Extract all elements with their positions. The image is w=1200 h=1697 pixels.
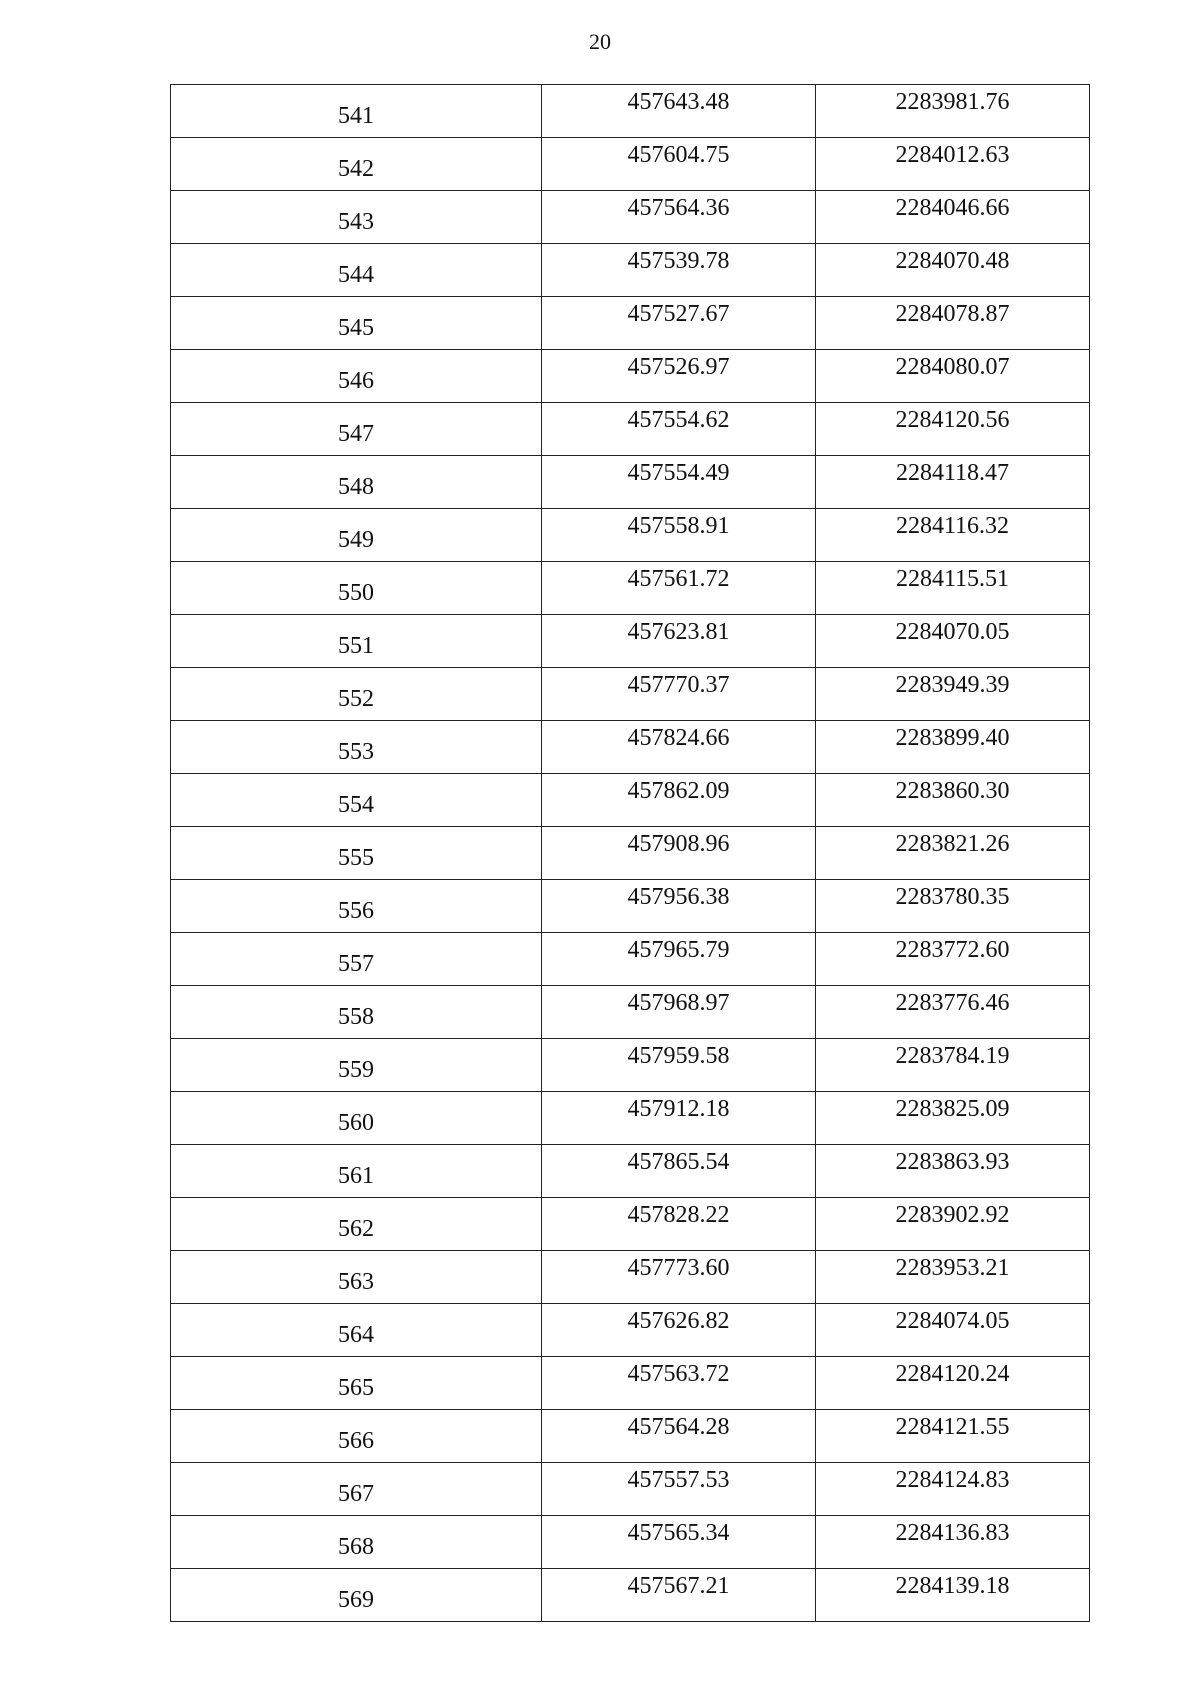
point-number-cell: 549 bbox=[171, 509, 542, 562]
x-coordinate-cell: 457565.34 bbox=[542, 1516, 816, 1569]
point-number-cell: 557 bbox=[171, 933, 542, 986]
y-coordinate-cell: 2284139.18 bbox=[816, 1569, 1090, 1622]
point-number-cell: 548 bbox=[171, 456, 542, 509]
point-number-cell: 564 bbox=[171, 1304, 542, 1357]
point-number-cell: 568 bbox=[171, 1516, 542, 1569]
table-row bbox=[171, 1198, 1090, 1251]
table-row bbox=[171, 509, 1090, 562]
table-row bbox=[171, 1410, 1090, 1463]
x-coordinate-cell: 457567.21 bbox=[542, 1569, 816, 1622]
x-coordinate-cell: 457773.60 bbox=[542, 1251, 816, 1304]
y-coordinate-cell: 2283899.40 bbox=[816, 721, 1090, 774]
point-number-cell: 552 bbox=[171, 668, 542, 721]
x-coordinate-cell: 457965.79 bbox=[542, 933, 816, 986]
x-coordinate-cell: 457824.66 bbox=[542, 721, 816, 774]
table-row bbox=[171, 191, 1090, 244]
y-coordinate-cell: 2284118.47 bbox=[816, 456, 1090, 509]
table-row bbox=[171, 1569, 1090, 1622]
coordinates-table-body bbox=[171, 85, 1090, 1622]
point-number-cell: 567 bbox=[171, 1463, 542, 1516]
table-row bbox=[171, 1251, 1090, 1304]
y-coordinate-cell: 2284078.87 bbox=[816, 297, 1090, 350]
point-number-cell: 542 bbox=[171, 138, 542, 191]
table-row bbox=[171, 1145, 1090, 1198]
table-row bbox=[171, 1039, 1090, 1092]
y-coordinate-cell: 2283860.30 bbox=[816, 774, 1090, 827]
point-number-cell: 550 bbox=[171, 562, 542, 615]
table-row bbox=[171, 1092, 1090, 1145]
table-row bbox=[171, 1516, 1090, 1569]
x-coordinate-cell: 457912.18 bbox=[542, 1092, 816, 1145]
point-number-cell: 566 bbox=[171, 1410, 542, 1463]
y-coordinate-cell: 2284116.32 bbox=[816, 509, 1090, 562]
x-coordinate-cell: 457959.58 bbox=[542, 1039, 816, 1092]
x-coordinate-cell: 457908.96 bbox=[542, 827, 816, 880]
table-row bbox=[171, 721, 1090, 774]
table-row bbox=[171, 774, 1090, 827]
y-coordinate-cell: 2283863.93 bbox=[816, 1145, 1090, 1198]
point-number-cell: 543 bbox=[171, 191, 542, 244]
y-coordinate-cell: 2284120.56 bbox=[816, 403, 1090, 456]
x-coordinate-cell: 457539.78 bbox=[542, 244, 816, 297]
y-coordinate-cell: 2283949.39 bbox=[816, 668, 1090, 721]
x-coordinate-cell: 457770.37 bbox=[542, 668, 816, 721]
x-coordinate-cell: 457564.28 bbox=[542, 1410, 816, 1463]
point-number-cell: 545 bbox=[171, 297, 542, 350]
y-coordinate-cell: 2283784.19 bbox=[816, 1039, 1090, 1092]
y-coordinate-cell: 2284070.05 bbox=[816, 615, 1090, 668]
point-number-cell: 544 bbox=[171, 244, 542, 297]
table-row bbox=[171, 880, 1090, 933]
y-coordinate-cell: 2284080.07 bbox=[816, 350, 1090, 403]
point-number-cell: 562 bbox=[171, 1198, 542, 1251]
y-coordinate-cell: 2284070.48 bbox=[816, 244, 1090, 297]
x-coordinate-cell: 457563.72 bbox=[542, 1357, 816, 1410]
y-coordinate-cell: 2283902.92 bbox=[816, 1198, 1090, 1251]
point-number-cell: 561 bbox=[171, 1145, 542, 1198]
x-coordinate-cell: 457643.48 bbox=[542, 85, 816, 138]
x-coordinate-cell: 457526.97 bbox=[542, 350, 816, 403]
x-coordinate-cell: 457604.75 bbox=[542, 138, 816, 191]
x-coordinate-cell: 457865.54 bbox=[542, 1145, 816, 1198]
table-row bbox=[171, 1357, 1090, 1410]
y-coordinate-cell: 2284074.05 bbox=[816, 1304, 1090, 1357]
y-coordinate-cell: 2284136.83 bbox=[816, 1516, 1090, 1569]
x-coordinate-cell: 457554.49 bbox=[542, 456, 816, 509]
page-number: 20 bbox=[589, 29, 611, 54]
y-coordinate-cell: 2283776.46 bbox=[816, 986, 1090, 1039]
point-number-cell: 559 bbox=[171, 1039, 542, 1092]
point-number-cell: 556 bbox=[171, 880, 542, 933]
point-number-cell: 553 bbox=[171, 721, 542, 774]
x-coordinate-cell: 457554.62 bbox=[542, 403, 816, 456]
table-row bbox=[171, 827, 1090, 880]
x-coordinate-cell: 457968.97 bbox=[542, 986, 816, 1039]
table-row bbox=[171, 615, 1090, 668]
y-coordinate-cell: 2283981.76 bbox=[816, 85, 1090, 138]
point-number-cell: 554 bbox=[171, 774, 542, 827]
point-number-cell: 560 bbox=[171, 1092, 542, 1145]
y-coordinate-cell: 2283821.26 bbox=[816, 827, 1090, 880]
table-row bbox=[171, 350, 1090, 403]
y-coordinate-cell: 2284115.51 bbox=[816, 562, 1090, 615]
point-number-cell: 555 bbox=[171, 827, 542, 880]
y-coordinate-cell: 2284124.83 bbox=[816, 1463, 1090, 1516]
x-coordinate-cell: 457623.81 bbox=[542, 615, 816, 668]
x-coordinate-cell: 457527.67 bbox=[542, 297, 816, 350]
table-row bbox=[171, 297, 1090, 350]
table-row bbox=[171, 933, 1090, 986]
x-coordinate-cell: 457557.53 bbox=[542, 1463, 816, 1516]
y-coordinate-cell: 2283953.21 bbox=[816, 1251, 1090, 1304]
coordinates-table bbox=[170, 84, 1090, 1622]
table-row bbox=[171, 244, 1090, 297]
point-number-cell: 541 bbox=[171, 85, 542, 138]
table-row bbox=[171, 85, 1090, 138]
y-coordinate-cell: 2284120.24 bbox=[816, 1357, 1090, 1410]
point-number-cell: 569 bbox=[171, 1569, 542, 1622]
y-coordinate-cell: 2284046.66 bbox=[816, 191, 1090, 244]
y-coordinate-cell: 2283780.35 bbox=[816, 880, 1090, 933]
y-coordinate-cell: 2284012.63 bbox=[816, 138, 1090, 191]
y-coordinate-cell: 2283825.09 bbox=[816, 1092, 1090, 1145]
table-row bbox=[171, 1463, 1090, 1516]
x-coordinate-cell: 457828.22 bbox=[542, 1198, 816, 1251]
x-coordinate-cell: 457558.91 bbox=[542, 509, 816, 562]
y-coordinate-cell: 2284121.55 bbox=[816, 1410, 1090, 1463]
table-row bbox=[171, 668, 1090, 721]
table-row bbox=[171, 456, 1090, 509]
point-number-cell: 558 bbox=[171, 986, 542, 1039]
x-coordinate-cell: 457561.72 bbox=[542, 562, 816, 615]
x-coordinate-cell: 457862.09 bbox=[542, 774, 816, 827]
y-coordinate-cell: 2283772.60 bbox=[816, 933, 1090, 986]
x-coordinate-cell: 457564.36 bbox=[542, 191, 816, 244]
point-number-cell: 563 bbox=[171, 1251, 542, 1304]
table-row bbox=[171, 1304, 1090, 1357]
table-row bbox=[171, 986, 1090, 1039]
x-coordinate-cell: 457956.38 bbox=[542, 880, 816, 933]
point-number-cell: 565 bbox=[171, 1357, 542, 1410]
point-number-cell: 551 bbox=[171, 615, 542, 668]
point-number-cell: 547 bbox=[171, 403, 542, 456]
x-coordinate-cell: 457626.82 bbox=[542, 1304, 816, 1357]
table-row bbox=[171, 562, 1090, 615]
table-row bbox=[171, 403, 1090, 456]
point-number-cell: 546 bbox=[171, 350, 542, 403]
table-row bbox=[171, 138, 1090, 191]
